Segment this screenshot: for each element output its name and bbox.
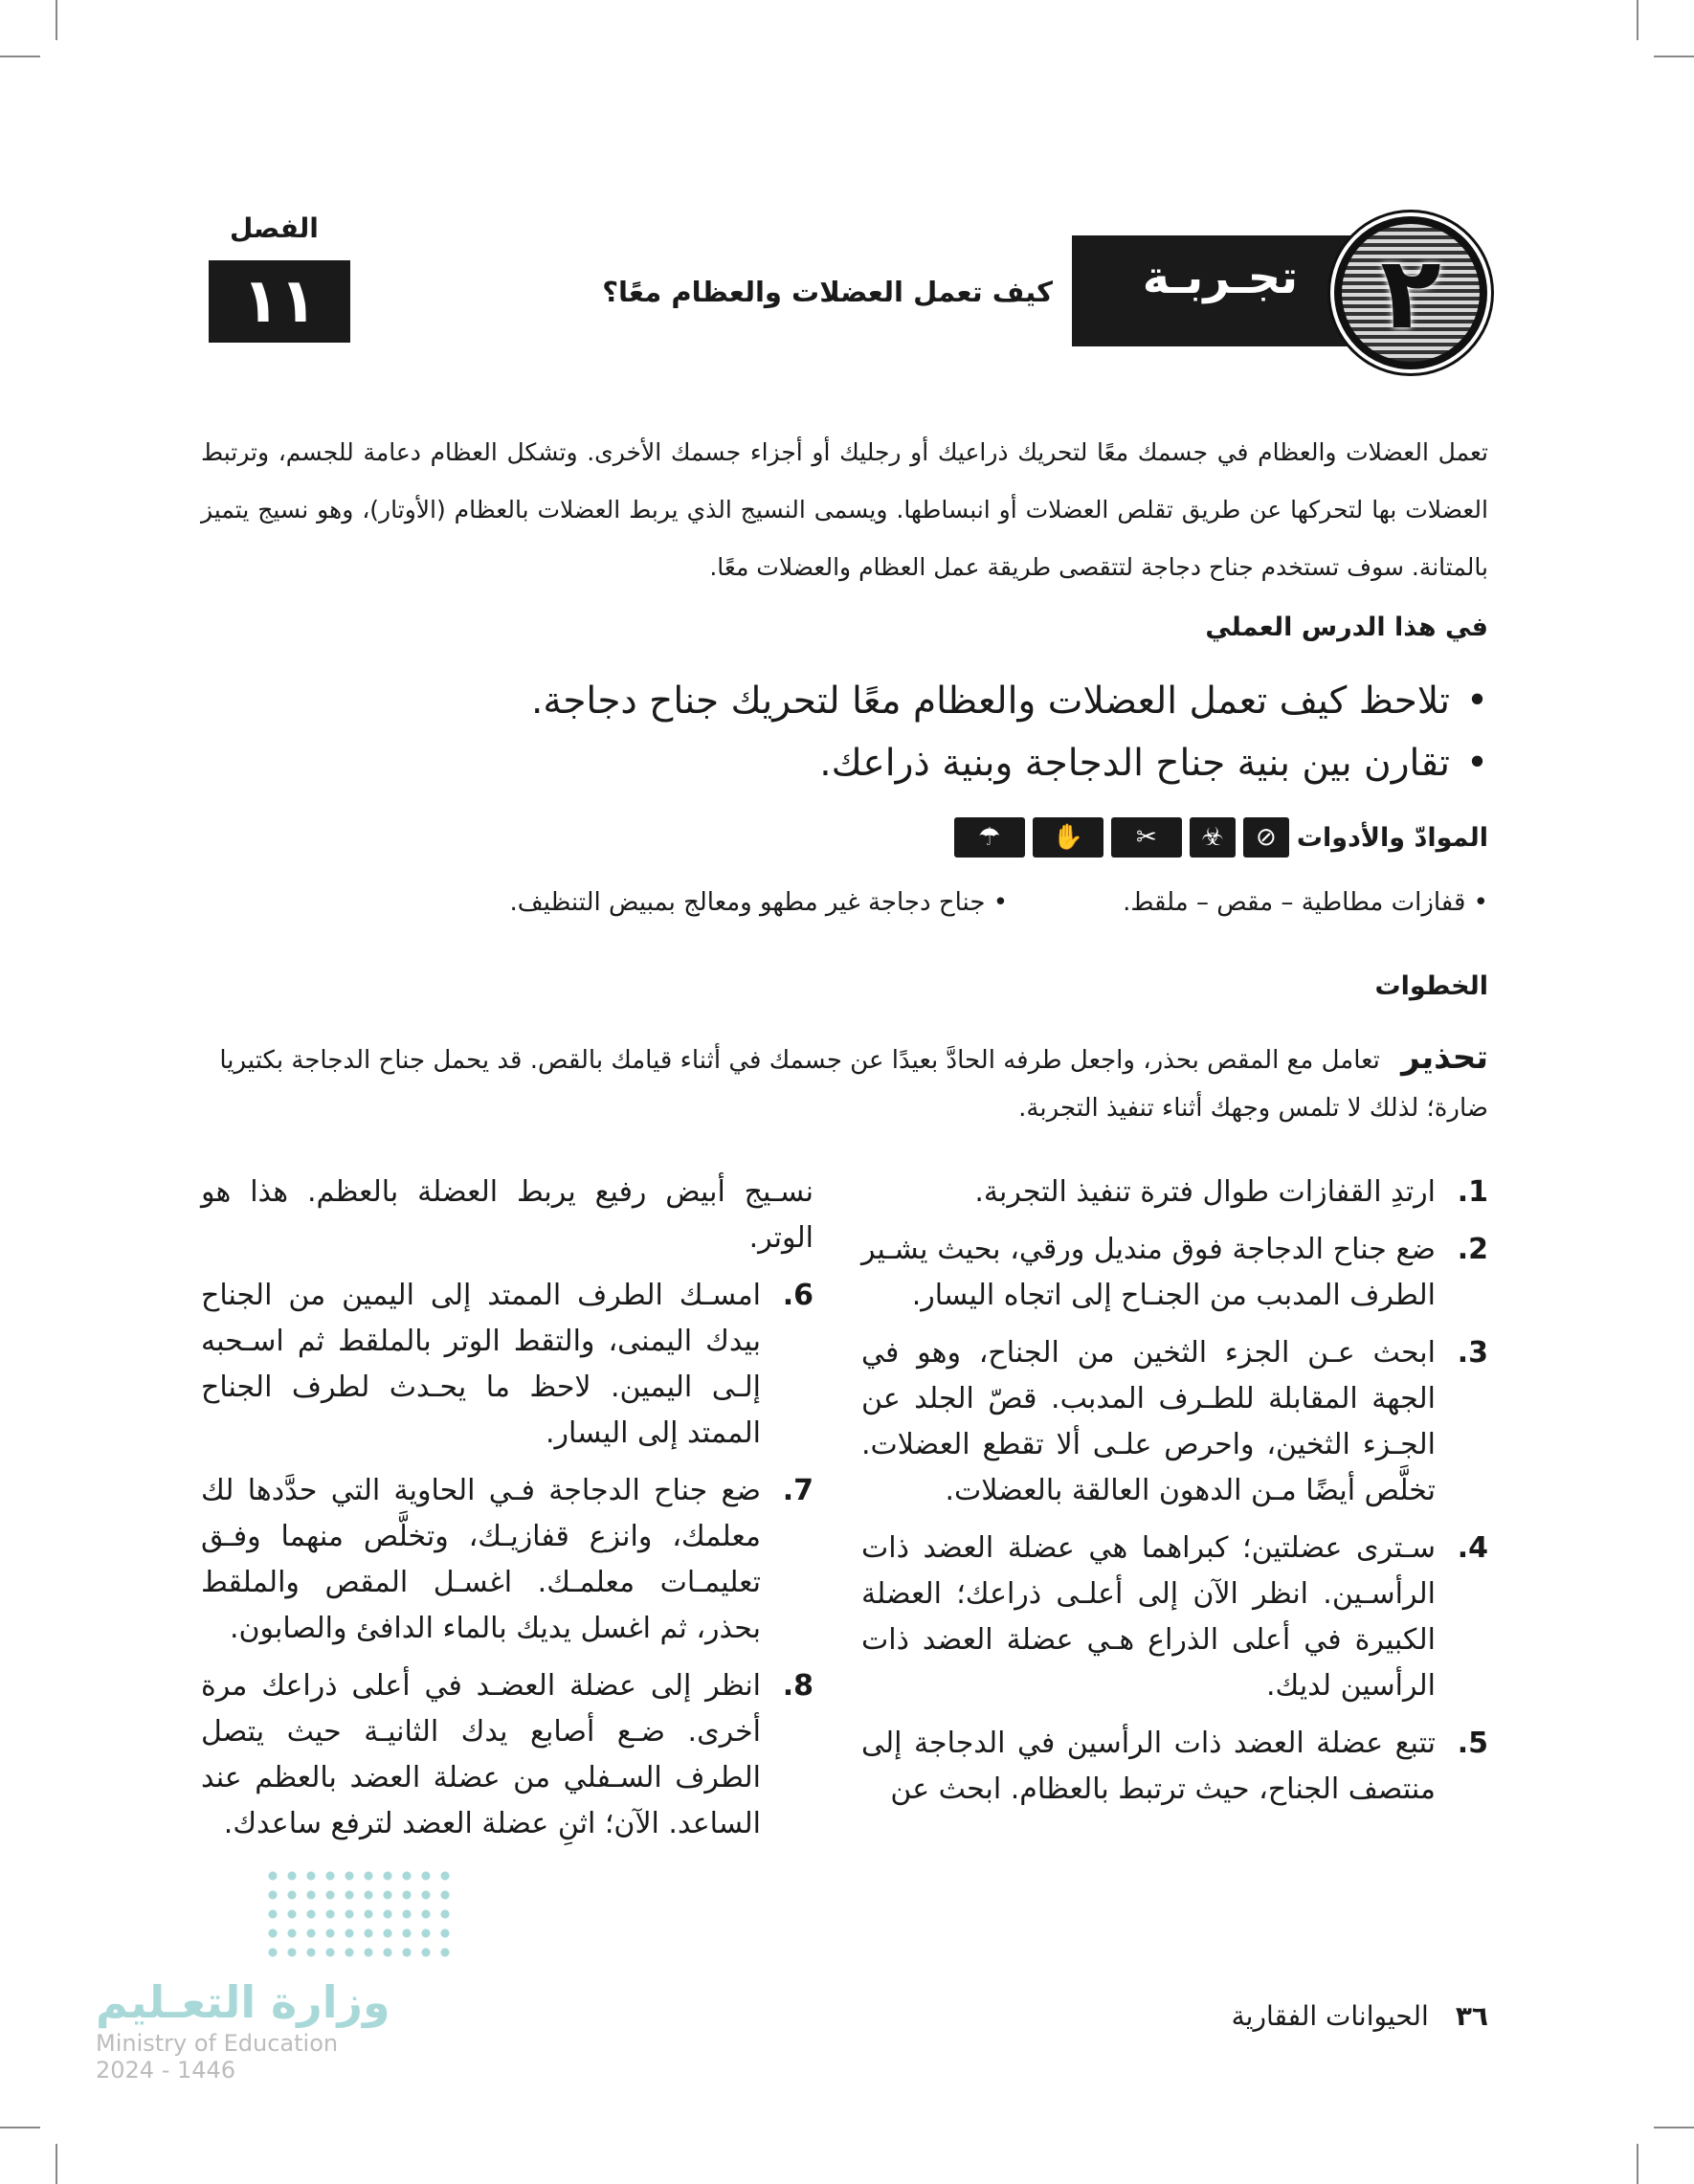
- step-number: 3.: [1457, 1336, 1488, 1370]
- step-number: 5.: [1457, 1727, 1488, 1760]
- page-number: ٣٦: [1455, 2000, 1488, 2032]
- no-eating-icon: ⊘: [1243, 817, 1289, 858]
- experiment-number: ٢: [1380, 234, 1441, 351]
- materials-header: [909, 813, 1488, 861]
- ministry-watermark: [96, 1976, 390, 2084]
- crop-mark: [0, 2127, 40, 2128]
- crop-mark: [1637, 0, 1638, 40]
- warning-text: تعامل مع المقص بحذر، واجعل طرفه الحادَّ بعيدًا عن جسمك في أثناء قيامك بالقص. قد يحمل جناح الدجاجة بكتيريا ضارة؛ لذلك لا تلمس وجهك أثناء تنفيذ التجربة.: [219, 1046, 1488, 1123]
- step-continuation: نسـيج أبيض رفيع يربط العضلة بالعظم. هذا هو الوتر.: [201, 1175, 814, 1255]
- crop-mark: [56, 2144, 57, 2184]
- watermark-year: 2024 - 1446: [96, 2057, 236, 2084]
- gloves-icon: ✋: [1033, 817, 1103, 858]
- crop-mark: [1654, 56, 1694, 57]
- lesson-heading: في هذا الدرس العملي: [1205, 613, 1488, 642]
- step-item: [861, 1330, 1488, 1514]
- steps-column-right: [861, 1170, 1488, 1824]
- warning-label: تحذير: [1401, 1038, 1488, 1077]
- step-text: تتبع عضلة العضد ذات الرأسين في الدجاجة إلى منتصف الجناح، حيث ترتبط بالعظام. ابحث عن: [861, 1727, 1436, 1806]
- watermark-dots: [263, 1866, 455, 1962]
- crop-mark: [1637, 2144, 1638, 2184]
- hand-wash-icon: ☂: [954, 817, 1025, 858]
- crop-mark: [0, 56, 40, 57]
- experiment-number-badge: [1330, 212, 1491, 373]
- materials-heading: الموادّ والأدوات: [1296, 822, 1488, 853]
- step-text: ضع جناح الدجاجة فوق منديل ورقي، بحيث يشـير الطرف المدبب من الجنـاح إلى اتجاه اليسار.: [861, 1233, 1436, 1312]
- crop-mark: [56, 0, 57, 40]
- experiment-word: تجـربـة: [1142, 251, 1299, 304]
- intro-paragraph: تعمل العضلات والعظام في جسمك معًا لتحريك ذراعيك أو رجليك أو أجزاء جسمك الأخرى. وتشكل العظام دعامة للجسم، وترتبط العضلات بها لتحركها عن طريق تقلص العضلات أو انبساطها. ويسمى النسيج الذي يربط العضلات بالعظام (الأوتار)، وهو نسيج يتميز بالمتانة. سوف تستخدم جناح دجاجة لتتقصى طريقة عمل العظام والعضلات معًا.: [201, 438, 1488, 581]
- materials-list: [306, 888, 1488, 917]
- crop-mark: [1654, 2127, 1694, 2128]
- step-item: [861, 1526, 1488, 1709]
- safety-warning: [201, 1034, 1488, 1132]
- step-number: 1.: [1457, 1175, 1488, 1209]
- step-item: [201, 1468, 814, 1652]
- step-text: ضع جناح الدجاجة فـي الحاوية التي حدَّدها لك معلمك، وانزع قفازيـك، وتخلَّص منهما وفـق تعليمـات معلمـك. اغسـل المقص والملقط بحذر، ثم اغسل يديك بالماء الدافئ والصابون.: [201, 1474, 761, 1645]
- objectives-list: [421, 670, 1488, 794]
- step-number: 7.: [782, 1474, 814, 1507]
- step-text: امسـك الطرف الممتد إلى اليمين من الجناح بيدك اليمنى، والتقط الوتر بالملقط ثم اسـحبه إلـى اليمين. لاحظ ما يحـدث لطرف الجناح الممتد إلى اليسار.: [201, 1279, 761, 1450]
- step-text: سـترى عضلتين؛ كبراهما هي عضلة العضد ذات الرأسـين. انظر الآن إلى أعلـى ذراعك؛ العضلة الكبيرة في أعلى الذراع هـي عضلة العضد ذات الرأسين لديك.: [861, 1531, 1436, 1703]
- step-text: ارتدِ القفازات طوال فترة تنفيذ التجربة.: [974, 1175, 1436, 1209]
- step-item: [861, 1227, 1488, 1319]
- footer-title: الحيوانات الفقارية: [1231, 2000, 1429, 2032]
- step-number: 6.: [782, 1279, 814, 1312]
- step-number: 4.: [1457, 1531, 1488, 1565]
- watermark-english: Ministry of Education: [96, 2030, 339, 2057]
- objective-item: • تقارن بين بنية جناح الدجاجة وبنية ذراعك.: [421, 732, 1488, 794]
- material-item: • قفازات مطاطية – مقص – ملقط.: [1123, 888, 1488, 917]
- material-item: • جناح دجاجة غير مطهو ومعالج بمبيض التنظيف.: [510, 888, 1009, 917]
- step-number: 2.: [1457, 1233, 1488, 1266]
- step-number: 8.: [782, 1669, 814, 1703]
- page-footer: [1177, 2000, 1488, 2032]
- chapter-label: الفصل: [230, 212, 319, 244]
- experiment-title: كيف تعمل العضلات والعظام معًا؟: [602, 276, 1053, 308]
- objective-item: • تلاحظ كيف تعمل العضلات والعظام معًا لتحريك جناح دجاجة.: [421, 670, 1488, 732]
- step-item: [201, 1273, 814, 1457]
- step-text: ابحث عـن الجزء الثخين من الجناح، وهو في الجهة المقابلة للطـرف المدبب. قصّ الجلد عن الجـزء الثخين، واحرص علـى ألا تقطع العضلات. تخلَّص أيضًا مـن الدهون العالقة بالعضلات.: [861, 1336, 1436, 1507]
- watermark-arabic: وزارة التعـليم: [96, 1976, 390, 2028]
- step-item: [861, 1170, 1488, 1215]
- step-item: [201, 1663, 814, 1847]
- step-text: انظر إلى عضلة العضـد في أعلى ذراعك مرة أخرى. ضـع أصابع يدك الثانيـة حيث يتصل الطرف السـفلي من عضلة العضد بالعظم عند الساعد. الآن؛ اثنِ عضلة العضد لترفع ساعدك.: [201, 1669, 761, 1840]
- steps-column-left: [201, 1170, 814, 1859]
- steps-heading: الخطوات: [1374, 971, 1488, 1001]
- biohazard-icon: ☣: [1190, 817, 1236, 858]
- sharp-object-icon: ✂: [1111, 817, 1182, 858]
- step-item: [861, 1721, 1488, 1813]
- chapter-number: ١١: [209, 260, 350, 343]
